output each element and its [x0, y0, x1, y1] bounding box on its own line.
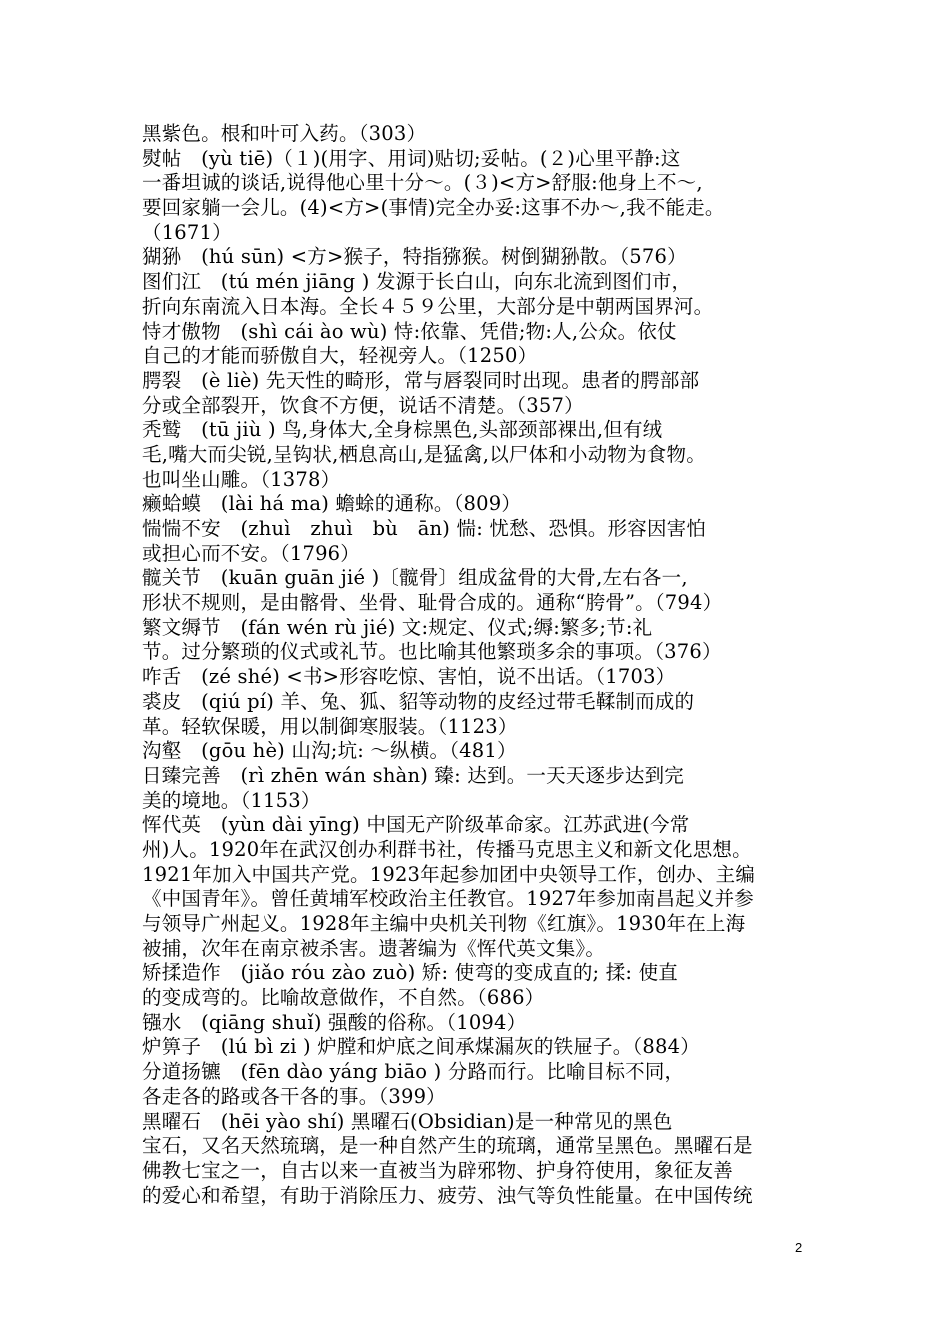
- text-line: 革。轻软保暖，用以制御寒服装。（1123）: [142, 714, 518, 738]
- text-line: 髋关节 (kuān guān jié )〔髋骨〕组成盆骨的大骨,左右各一,: [142, 566, 688, 590]
- text-line: 猢狲 (hú sūn) <方>猴子，特指猕猴。树倒猢狲散。（576）: [142, 245, 687, 269]
- text-line: 分或全部裂开，饮食不方便，说话不清楚。（357）: [142, 393, 584, 417]
- text-line: 繁文缛节 (fán wén rù jié) 文:规定、仪式;缛:繁多;节:礼: [142, 615, 653, 639]
- text-line: 癞蛤蟆 (lài há ma) 蟾蜍的通称。（809）: [142, 492, 522, 516]
- text-line: 也叫坐山雕。（1378）: [142, 467, 341, 491]
- text-line: 咋舌 (zé shé) <书>形容吃惊、害怕，说不出话。（1703）: [142, 665, 676, 689]
- text-line: 的爱心和希望，有助于消除压力、疲劳、浊气等负性能量。在中国传统: [142, 1183, 753, 1207]
- text-line: 要回家躺一会儿。(4)<方>(事情)完全办妥:这事不办～,我不能走。: [142, 196, 725, 220]
- text-line: 毛,嘴大而尖锐,呈钩状,栖息高山,是猛禽,以尸体和小动物为食物。: [142, 442, 706, 466]
- text-line: （1671）: [142, 220, 232, 244]
- text-line: 佛教七宝之一，自古以来一直被当为辟邪物、护身符使用，象征友善: [142, 1158, 734, 1182]
- text-line: 秃鹫 (tū jiù ) 鸟,身体大,全身棕黑色,头部颈部裸出,但有绒: [142, 418, 663, 442]
- text-line: 沟壑 (gōu hè) 山沟;坑: ～纵横。（481）: [142, 739, 517, 763]
- text-line: 与领导广州起义。1928年主编中央机关刊物《红旗》。1930年在上海: [142, 912, 746, 935]
- page-number: 2: [795, 1240, 803, 1255]
- text-line: 节。过分繁琐的仪式或礼节。也比喻其他繁琐多余的事项。（376）: [142, 640, 722, 664]
- text-line: 熨帖 (yù tiē)（１)(用字、用词)贴切;妥帖。(２)心里平静:这: [142, 146, 681, 170]
- text-line: 分道扬镳 (fēn dào yáng biāo ) 分路而行。比喻目标不同，: [142, 1060, 685, 1084]
- text-line: 的变成弯的。比喻故意做作，不自然。（686）: [142, 986, 545, 1010]
- document-body: [142, 122, 812, 1208]
- text-line: 恽代英 (yùn dài yīng) 中国无产阶级革命家。江苏武进(今常: [142, 813, 690, 837]
- text-line: 一番坦诚的谈话,说得他心里十分～。(３)<方>舒服:他身上不～,: [142, 171, 703, 195]
- text-line: 恃才傲物 (shì cái ào wù) 恃:依靠、凭借;物:人,公众。依仗: [142, 319, 677, 343]
- text-line: 镪水 (qiāng shuǐ) 强酸的俗称。（1094）: [142, 1010, 527, 1034]
- text-line: 黑紫色。根和叶可入药。（303）: [142, 122, 427, 145]
- text-line: 黑曜石 (hēi yào shí) 黑曜石(Obsidian)是一种常见的黑色: [142, 1109, 673, 1133]
- text-line: 图们江 (tú mén jiāng ) 发源于长白山，向东北流到图们市，: [142, 270, 692, 294]
- text-line: 各走各的路或各干各的事。（399）: [142, 1084, 446, 1108]
- text-line: 炉箅子 (lú bì zi ) 炉膛和炉底之间承煤漏灰的铁屉子。（884）: [142, 1035, 700, 1059]
- text-line: 州)人。1920年在武汉创办利群书社，传播马克思主义和新文化思想。: [142, 837, 752, 861]
- text-line: 《中国青年》。曾任黄埔军校政治主任教官。1927年参加南昌起义并参: [142, 887, 754, 911]
- text-line: 形状不规则，是由髂骨、坐骨、耻骨合成的。通称“胯骨”。（794）: [142, 591, 723, 615]
- text-line: 自己的才能而骄傲自大，轻视旁人。（1250）: [142, 344, 538, 368]
- text-line: 被捕，次年在南京被杀害。遗著编为《恽代英文集》。: [142, 936, 606, 960]
- text-line: 惴惴不安 (zhuì zhuì bù ān) 惴: 忧愁、恐惧。形容因害怕: [142, 517, 707, 540]
- text-line: 宝石，又名天然琉璃，是一种自然产生的琉璃，通常呈黑色。黑曜石是: [142, 1134, 753, 1158]
- text-line: 矫揉造作 (jiǎo róu zào zuò) 矫: 使弯的变成直的; 揉: 使直: [142, 961, 678, 985]
- text-line: 1921年加入中国共产党。1923年起参加团中央领导工作，创办、主编: [142, 862, 756, 886]
- text-line: 日臻完善 (rì zhēn wán shàn) 臻: 达到。一天天逐步达到完: [142, 763, 684, 787]
- text-line: 美的境地。（1153）: [142, 788, 321, 812]
- text-line: 裘皮 (qiú pí) 羊、兔、狐、貂等动物的皮经过带毛鞣制而成的: [142, 689, 695, 713]
- text-line: 或担心而不安。（1796）: [142, 541, 360, 565]
- text-line: 腭裂 (è liè) 先天性的畸形，常与唇裂同时出现。患者的腭部部: [142, 368, 700, 392]
- text-line: 折向东南流入日本海。全长４５９公里，大部分是中朝两国界河。: [142, 294, 714, 318]
